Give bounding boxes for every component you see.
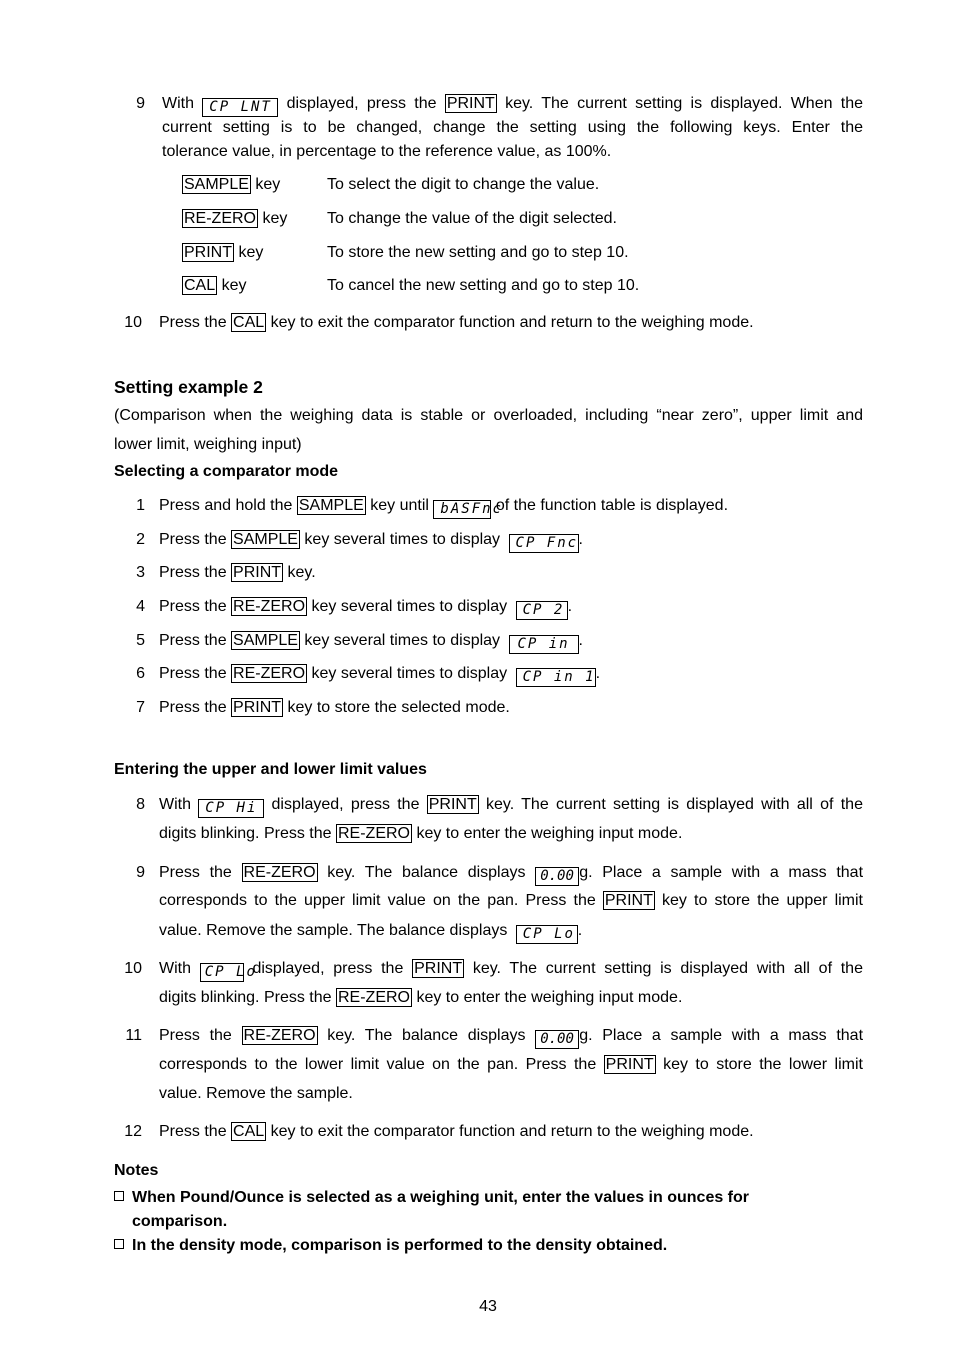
lcd-display-cp-in-1: CP in 1: [516, 668, 596, 687]
note-item: When Pound/Ounce is selected as a weighing unit, enter the values in ounces for: [114, 1188, 749, 1208]
step-8-line-1: With CP Hi displayed, press the PRINT key. The current setting is displayed with all of the: [159, 796, 863, 816]
sample-key: SAMPLE: [233, 632, 298, 649]
step-10-line: Press the CAL key to exit the comparator function and return to the weighing mode.: [159, 314, 754, 331]
step-9-line-1: With CP LNT displayed, press the PRINT key. The current setting is displayed. When the: [162, 95, 864, 115]
re-zero-key: RE-ZERO: [337, 989, 410, 1006]
lcd-display-zero: 0.00: [535, 1030, 579, 1049]
print-key: PRINT: [428, 796, 477, 813]
cal-key: CAL: [233, 314, 265, 331]
step-10b-line-1: With CP Lo displayed, press the PRINT key. The current setting is displayed with all of the: [159, 960, 863, 980]
step-11-line-3: value. Remove the sample.: [159, 1085, 353, 1102]
key-description: To store the new setting and go to step 10.: [327, 244, 629, 261]
step-11-line-1: Press the RE-ZERO key. The balance displays 0.00 g. Place a sample with a mass that: [159, 1027, 864, 1047]
step-number: 5: [136, 632, 145, 649]
step-number: 6: [136, 665, 145, 682]
sample-key: SAMPLE: [298, 497, 364, 514]
sample-key: SAMPLE: [233, 531, 298, 548]
step-number: 10: [124, 960, 142, 977]
print-key: PRINT: [446, 95, 495, 112]
step-10b-line-2: digits blinking. Press the RE-ZERO key to enter the weighing input mode.: [159, 989, 683, 1006]
key-description: To change the value of the digit selected.: [327, 210, 617, 227]
step-line: Press the RE-ZERO key several times to display CP 2 .: [159, 598, 573, 618]
re-zero-key: RE-ZERO: [243, 1027, 316, 1044]
note-item-continuation: comparison.: [132, 1213, 228, 1230]
step-line: Press the RE-ZERO key several times to display CP in 1.: [159, 665, 601, 685]
re-zero-key: RE-ZERO: [337, 825, 410, 842]
re-zero-key: RE-ZERO: [233, 665, 306, 682]
print-key: PRINT: [184, 244, 232, 261]
print-key: PRINT: [233, 564, 282, 581]
step-12-line: Press the CAL key to exit the comparator function and return to the weighing mode.: [159, 1123, 754, 1140]
key-table-row: SAMPLE key: [184, 176, 281, 193]
re-zero-key: RE-ZERO: [243, 864, 316, 881]
step-8-line-2: digits blinking. Press the RE-ZERO key to enter the weighing input mode.: [159, 825, 683, 842]
subheading-comparator-mode: Selecting a comparator mode: [114, 463, 339, 480]
step-9-line-3: tolerance value, in percentage to the reference value, as 100%.: [162, 143, 612, 160]
key-description: To select the digit to change the value.: [327, 176, 600, 193]
lcd-display-basfnc: bASFnc: [433, 500, 491, 519]
key-table-row: CAL key: [184, 277, 247, 294]
lcd-display-cp-2: CP 2: [516, 601, 568, 620]
step-number: 4: [136, 598, 145, 615]
section-heading: Setting example 2: [114, 377, 263, 397]
lcd-display-cp-hi: CP Hi: [198, 799, 264, 818]
square-bullet-icon: [114, 1239, 124, 1249]
key-table-row: RE-ZERO key: [184, 210, 288, 227]
step-number: 1: [136, 497, 145, 514]
key-description: To cancel the new setting and go to step 10.: [327, 277, 640, 294]
print-key: PRINT: [604, 892, 653, 909]
step-11-line-2: corresponds to the lower limit value on the pan. Press the PRINT key to store the lower limit: [159, 1056, 863, 1073]
re-zero-key: RE-ZERO: [233, 598, 306, 615]
square-bullet-icon: [114, 1191, 124, 1201]
step-9b-line-3: value. Remove the sample. The balance displays CP Lo .: [159, 922, 583, 942]
lcd-display-cp-in: CP in: [509, 635, 579, 654]
step-number: 7: [136, 699, 145, 716]
subheading-limit-values: Entering the upper and lower limit values: [114, 761, 427, 778]
key-table-row: PRINT key: [184, 244, 264, 261]
lcd-display-cp-lmt: CP LNT: [202, 98, 278, 117]
step-number: 3: [136, 564, 145, 581]
lcd-display-cp-lo: CP Lo: [516, 925, 578, 944]
print-key: PRINT: [414, 960, 463, 977]
step-9b-line-1: Press the RE-ZERO key. The balance displays 0.00 g. Place a sample with a mass that: [159, 864, 864, 884]
step-number: 9: [136, 95, 145, 112]
step-9b-line-2: corresponds to the upper limit value on the pan. Press the PRINT key to store the upper limit: [159, 892, 864, 909]
cal-key: CAL: [233, 1123, 265, 1140]
notes-heading: Notes: [114, 1162, 159, 1179]
step-line: Press the SAMPLE key several times to display CP in .: [159, 632, 583, 652]
print-key: PRINT: [233, 699, 282, 716]
step-line: Press the PRINT key to store the selected mode.: [159, 699, 510, 716]
intro-line-1: (Comparison when the weighing data is stable or overloaded, including “near zero”, upper limit and: [114, 407, 863, 424]
print-key: PRINT: [605, 1056, 654, 1073]
step-9-line-2: current setting is to be changed, change the setting using the following keys. Enter the: [162, 119, 863, 136]
re-zero-key: RE-ZERO: [184, 210, 256, 227]
intro-line-2: lower limit, weighing input): [114, 436, 302, 453]
sample-key: SAMPLE: [184, 176, 249, 193]
step-line: Press the PRINT key.: [159, 564, 316, 581]
step-number: 11: [125, 1027, 142, 1044]
step-number: 10: [124, 314, 142, 331]
lcd-display-cp-fnc: CP Fnc: [509, 534, 579, 553]
cal-key: CAL: [184, 277, 216, 294]
step-number: 2: [136, 531, 145, 548]
page-number: 43: [479, 1298, 497, 1315]
step-number: 9: [136, 864, 145, 881]
lcd-display-cp-lo: CP Lo: [200, 963, 244, 982]
step-number: 12: [124, 1123, 142, 1140]
note-item: In the density mode, comparison is performed to the density obtained.: [114, 1236, 667, 1256]
step-line: Press and hold the SAMPLE key until bASFnc of the function table is displayed.: [159, 497, 729, 517]
lcd-display-zero: 0.00: [535, 867, 579, 886]
step-number: 8: [136, 796, 145, 813]
step-line: Press the SAMPLE key several times to display CP Fnc.: [159, 531, 583, 551]
